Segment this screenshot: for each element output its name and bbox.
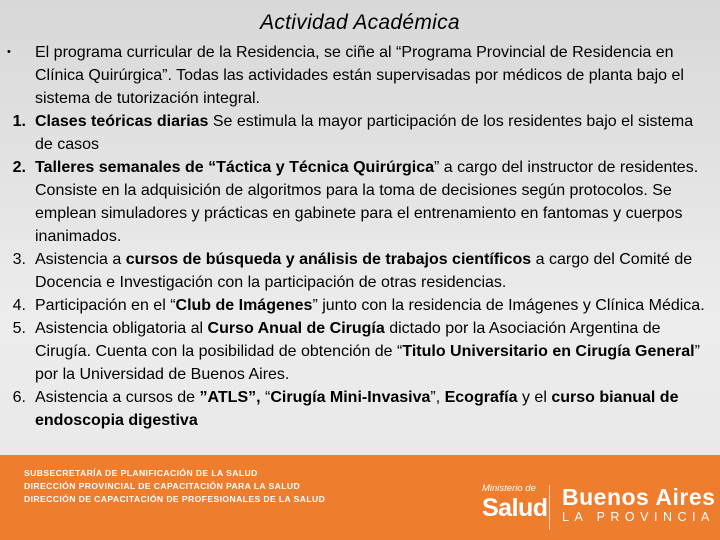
list-item <box>0 41 720 110</box>
list-marker: 1. <box>12 113 26 130</box>
list-marker: 2. <box>12 159 26 176</box>
list-marker: 6. <box>12 389 26 406</box>
emphasized-text: Club de Imágenes <box>175 297 313 314</box>
item-text: ”, <box>430 389 445 406</box>
item-text: Participación en el “ <box>35 297 176 314</box>
item-text: “ <box>260 389 271 406</box>
footer-line-2: DIRECCIÓN PROVINCIAL DE CAPACITACIÓN PARA LA SALUD <box>24 481 301 491</box>
item-text: ” junto con la residencia de Imágenes y Clínica Médica. <box>312 297 705 314</box>
list-item <box>0 317 720 386</box>
list-item <box>0 386 720 432</box>
item-text: Asistencia a cursos de <box>35 389 200 406</box>
ministerio-label: Ministerio de <box>482 483 536 494</box>
item-text: El programa curricular de la Residencia, se ciñe al “Programa Provincial de Residencia en Clínica Quirúrgica”. Todas las actividades están supervisadas por médicos de planta bajo el sistema de tutorización integral. <box>35 44 684 107</box>
list-marker: 5. <box>12 320 26 337</box>
la-provincia-label: LA PROVINCIA <box>562 510 715 524</box>
logo-divider <box>549 485 550 530</box>
item-text: ” por la Universidad de Buenos Aires. <box>35 343 700 383</box>
emphasized-text: Curso Anual de Cirugía <box>207 320 385 337</box>
emphasized-text: ”ATLS”, <box>199 389 261 406</box>
emphasized-text: cursos de búsqueda y análisis de trabajos científicos <box>125 251 532 268</box>
buenos-aires-logo <box>562 485 715 525</box>
item-text: dictado por la Asociación Argentina de Cirugía. Cuenta con la posibilidad de obtención de “ <box>35 320 661 360</box>
emphasized-text: Talleres semanales de “Táctica y Técnica Quirúrgica <box>35 159 435 176</box>
footer-line-3: DIRECCIÓN DE CAPACITACIÓN DE PROFESIONALES DE LA SALUD <box>24 494 326 504</box>
emphasized-text: Clases teóricas diarias <box>35 113 209 130</box>
item-text: Asistencia a <box>35 251 126 268</box>
list-marker: 4. <box>12 297 26 314</box>
item-text: a cargo del Comité de Docencia e Investigación con la participación de otras residencias. <box>35 251 693 291</box>
buenos-aires-label: Buenos Aires <box>562 484 716 510</box>
list-item <box>0 156 720 248</box>
item-text: Asistencia obligatoria al <box>35 320 208 337</box>
footer-banner <box>0 455 720 540</box>
item-text: y el <box>517 389 552 406</box>
item-text: ” a cargo del instructor de residentes. Consiste en la adquisición de algoritmos para la toma de decisiones según protocolos. Se emplean simuladores y prácticas en gabinete para el entrenamiento en fantomas y cuerpos inanimados. <box>35 159 699 245</box>
footer-text <box>24 467 325 506</box>
item-text: Se estimula la mayor participación de los residentes bajo el sistema de casos <box>35 113 694 153</box>
ministerio-salud-logo <box>482 483 548 522</box>
list-marker: 3. <box>12 251 26 268</box>
emphasized-text: Cirugía Mini-Invasiva <box>270 389 431 406</box>
list-item <box>0 248 720 294</box>
list-item <box>0 294 720 317</box>
slide-title: Actividad Académica <box>260 11 460 34</box>
activity-list <box>0 41 720 432</box>
footer-line-1: SUBSECRETARÍA DE PLANIFICACIÓN DE LA SALUD <box>24 468 258 478</box>
salud-label: Salud <box>482 494 548 522</box>
emphasized-text: curso bianual de endoscopia digestiva <box>35 389 679 429</box>
emphasized-text: Ecografía <box>444 389 518 406</box>
list-item <box>0 110 720 156</box>
emphasized-text: Titulo Universitario en Cirugía General <box>402 343 695 360</box>
list-marker: • <box>7 46 11 58</box>
